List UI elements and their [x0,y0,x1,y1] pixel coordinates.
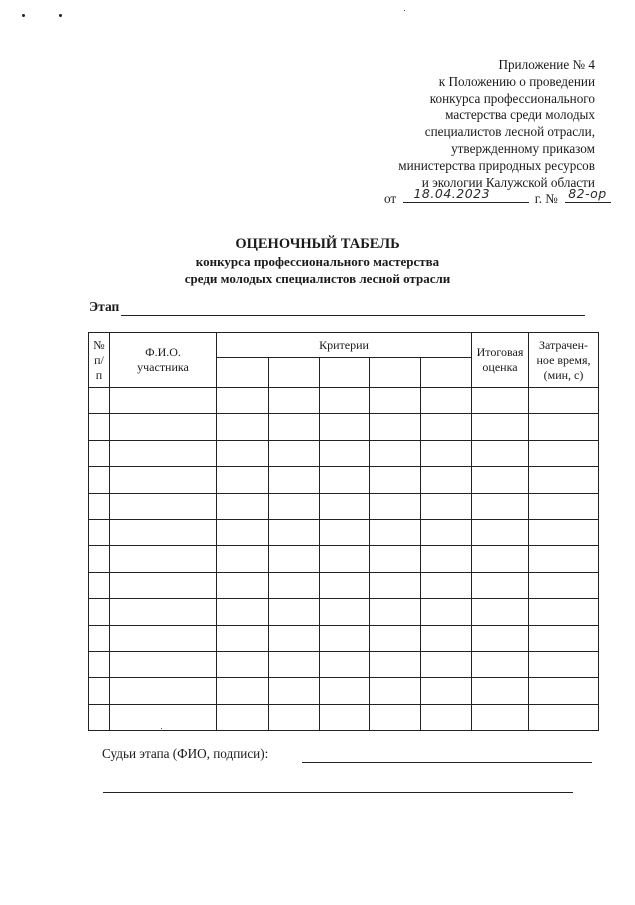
criterion-column [320,358,370,388]
table-cell[interactable] [269,678,320,704]
table-cell[interactable] [320,519,370,545]
table-cell[interactable] [217,440,269,466]
table-cell[interactable] [472,599,529,625]
table-cell[interactable] [320,651,370,677]
table-cell[interactable] [529,651,599,677]
table-cell[interactable] [269,625,320,651]
table-cell[interactable] [217,493,269,519]
table-cell[interactable] [110,651,217,677]
table-cell[interactable] [472,467,529,493]
header-number: № п/ п [89,333,110,388]
table-cell[interactable] [370,678,421,704]
table-row [89,440,599,466]
table-cell[interactable] [110,572,217,598]
table-cell[interactable] [89,440,110,466]
table-cell[interactable] [320,572,370,598]
scan-dot [59,14,62,17]
table-cell[interactable] [110,599,217,625]
table-cell[interactable] [110,625,217,651]
table-cell[interactable] [529,440,599,466]
table-cell[interactable] [472,388,529,414]
table-cell[interactable] [217,414,269,440]
score-table [88,332,599,731]
table-cell[interactable] [110,467,217,493]
appendix-line: конкурса профессионального [429,90,595,106]
table-cell[interactable] [421,388,472,414]
header-criteria: Критерии [217,333,472,358]
table-cell[interactable] [421,493,472,519]
table-cell[interactable] [320,493,370,519]
judges-label: Судьи этапа (ФИО, подписи): [102,746,269,761]
table-cell[interactable] [269,467,320,493]
appendix-line: и экологии Калужской области [421,174,595,190]
criterion-column [370,358,421,388]
table-row [89,678,599,704]
table-row [89,546,599,572]
table-row [89,599,599,625]
table-cell[interactable] [110,493,217,519]
table-cell[interactable] [320,599,370,625]
table-cell[interactable] [110,704,217,730]
table-cell[interactable] [370,651,421,677]
table-row [89,519,599,545]
table-cell[interactable] [269,572,320,598]
table-cell[interactable] [320,678,370,704]
table-cell[interactable] [370,440,421,466]
table-cell[interactable] [472,678,529,704]
table-cell[interactable] [529,414,599,440]
table-cell[interactable] [472,493,529,519]
appendix-line: мастерства среди молодых [445,107,595,123]
document-subtitle: конкурса профессионального мастерства [195,254,440,269]
table-cell[interactable] [269,651,320,677]
table-cell[interactable] [472,440,529,466]
table-row [89,467,599,493]
number-label: г. № [534,191,558,206]
table-cell[interactable] [472,651,529,677]
table-cell[interactable] [269,493,320,519]
table-cell[interactable] [217,625,269,651]
table-row [89,572,599,598]
table-cell[interactable] [89,414,110,440]
table-cell[interactable] [472,625,529,651]
appendix-line: утвержденному приказом [451,140,595,156]
table-row [89,704,599,730]
document-title: ОЦЕНОЧНЫЙ ТАБЕЛЬ [235,236,400,252]
table-cell[interactable] [110,440,217,466]
appendix-header [335,57,595,191]
date-blank [403,188,529,203]
scan-dot [22,14,25,17]
table-cell[interactable] [472,572,529,598]
table-cell[interactable] [370,546,421,572]
table-cell[interactable] [529,388,599,414]
table-cell[interactable] [370,388,421,414]
table-cell[interactable] [320,467,370,493]
table-cell[interactable] [529,625,599,651]
table-cell[interactable] [110,414,217,440]
criterion-column [269,358,320,388]
table-cell[interactable] [472,704,529,730]
table-cell[interactable] [89,651,110,677]
table-cell[interactable] [370,599,421,625]
table-cell[interactable] [320,414,370,440]
table-cell[interactable] [269,388,320,414]
table-cell[interactable] [370,572,421,598]
score-table-body [89,388,599,731]
table-cell[interactable] [320,388,370,414]
appendix-line: к Положению о проведении [438,73,595,89]
table-cell[interactable] [529,572,599,598]
appendix-line: Приложение № 4 [498,57,595,72]
from-label: от [384,191,397,206]
criterion-column [421,358,472,388]
table-cell[interactable] [370,493,421,519]
stage-field-line [121,315,585,316]
table-cell[interactable] [89,467,110,493]
table-row [89,388,599,414]
handwritten-number: 82-ор [568,186,607,201]
table-cell[interactable] [421,678,472,704]
table-cell[interactable] [89,599,110,625]
table-cell[interactable] [110,388,217,414]
table-row [89,625,599,651]
table-cell[interactable] [529,467,599,493]
table-cell[interactable] [89,519,110,545]
table-cell[interactable] [89,388,110,414]
handwritten-date: 18.04.2023 [413,186,491,201]
table-cell[interactable] [472,519,529,545]
table-cell[interactable] [370,467,421,493]
table-cell[interactable] [89,704,110,730]
table-cell[interactable] [320,625,370,651]
table-cell[interactable] [472,414,529,440]
table-cell[interactable] [217,651,269,677]
table-cell[interactable] [421,599,472,625]
judges-signature-line [103,792,573,793]
header-time-spent: Затрачен- ное время, (мин, с) [529,333,599,388]
table-cell[interactable] [370,414,421,440]
table-cell[interactable] [217,546,269,572]
table-cell[interactable] [269,546,320,572]
stage-label: Этап [89,299,120,314]
table-cell[interactable] [269,599,320,625]
table-cell[interactable] [217,599,269,625]
table-cell[interactable] [110,519,217,545]
table-cell[interactable] [217,467,269,493]
table-cell[interactable] [529,493,599,519]
table-cell[interactable] [89,678,110,704]
table-cell[interactable] [89,493,110,519]
table-cell[interactable] [217,704,269,730]
table-cell[interactable] [529,546,599,572]
table-cell[interactable] [217,572,269,598]
table-cell[interactable] [529,599,599,625]
table-cell[interactable] [269,704,320,730]
table-cell[interactable] [110,678,217,704]
number-blank [565,188,611,203]
table-cell[interactable] [529,704,599,730]
decree-reference [384,188,611,207]
table-cell[interactable] [320,704,370,730]
table-cell[interactable] [421,625,472,651]
table-cell[interactable] [421,704,472,730]
table-cell[interactable] [269,519,320,545]
appendix-line: министерства природных ресурсов [398,157,595,173]
table-cell[interactable] [370,704,421,730]
table-cell[interactable] [421,546,472,572]
table-cell[interactable] [421,467,472,493]
table-cell[interactable] [89,546,110,572]
table-cell[interactable] [89,625,110,651]
table-cell[interactable] [320,440,370,466]
table-cell[interactable] [421,519,472,545]
table-cell[interactable] [421,572,472,598]
table-cell[interactable] [472,546,529,572]
document-subtitle: среди молодых специалистов лесной отрасли [184,271,451,286]
table-cell[interactable] [89,572,110,598]
table-cell[interactable] [217,678,269,704]
table-row [89,493,599,519]
table-cell[interactable] [421,651,472,677]
table-cell[interactable] [370,519,421,545]
table-cell[interactable] [217,519,269,545]
table-cell[interactable] [421,414,472,440]
table-row [89,414,599,440]
header-final-score: Итоговая оценка [472,333,529,388]
table-cell[interactable] [421,440,472,466]
judges-signature-line [302,762,592,763]
table-cell[interactable] [110,546,217,572]
table-cell[interactable] [370,625,421,651]
scan-speck [404,10,405,11]
table-cell[interactable] [320,546,370,572]
table-cell[interactable] [529,678,599,704]
criterion-column [217,358,269,388]
table-cell[interactable] [217,388,269,414]
table-cell[interactable] [529,519,599,545]
table-cell[interactable] [269,440,320,466]
header-participant-name: Ф.И.О. участника [110,333,217,388]
table-row [89,651,599,677]
table-cell[interactable] [269,414,320,440]
appendix-line: специалистов лесной отрасли, [424,124,595,140]
